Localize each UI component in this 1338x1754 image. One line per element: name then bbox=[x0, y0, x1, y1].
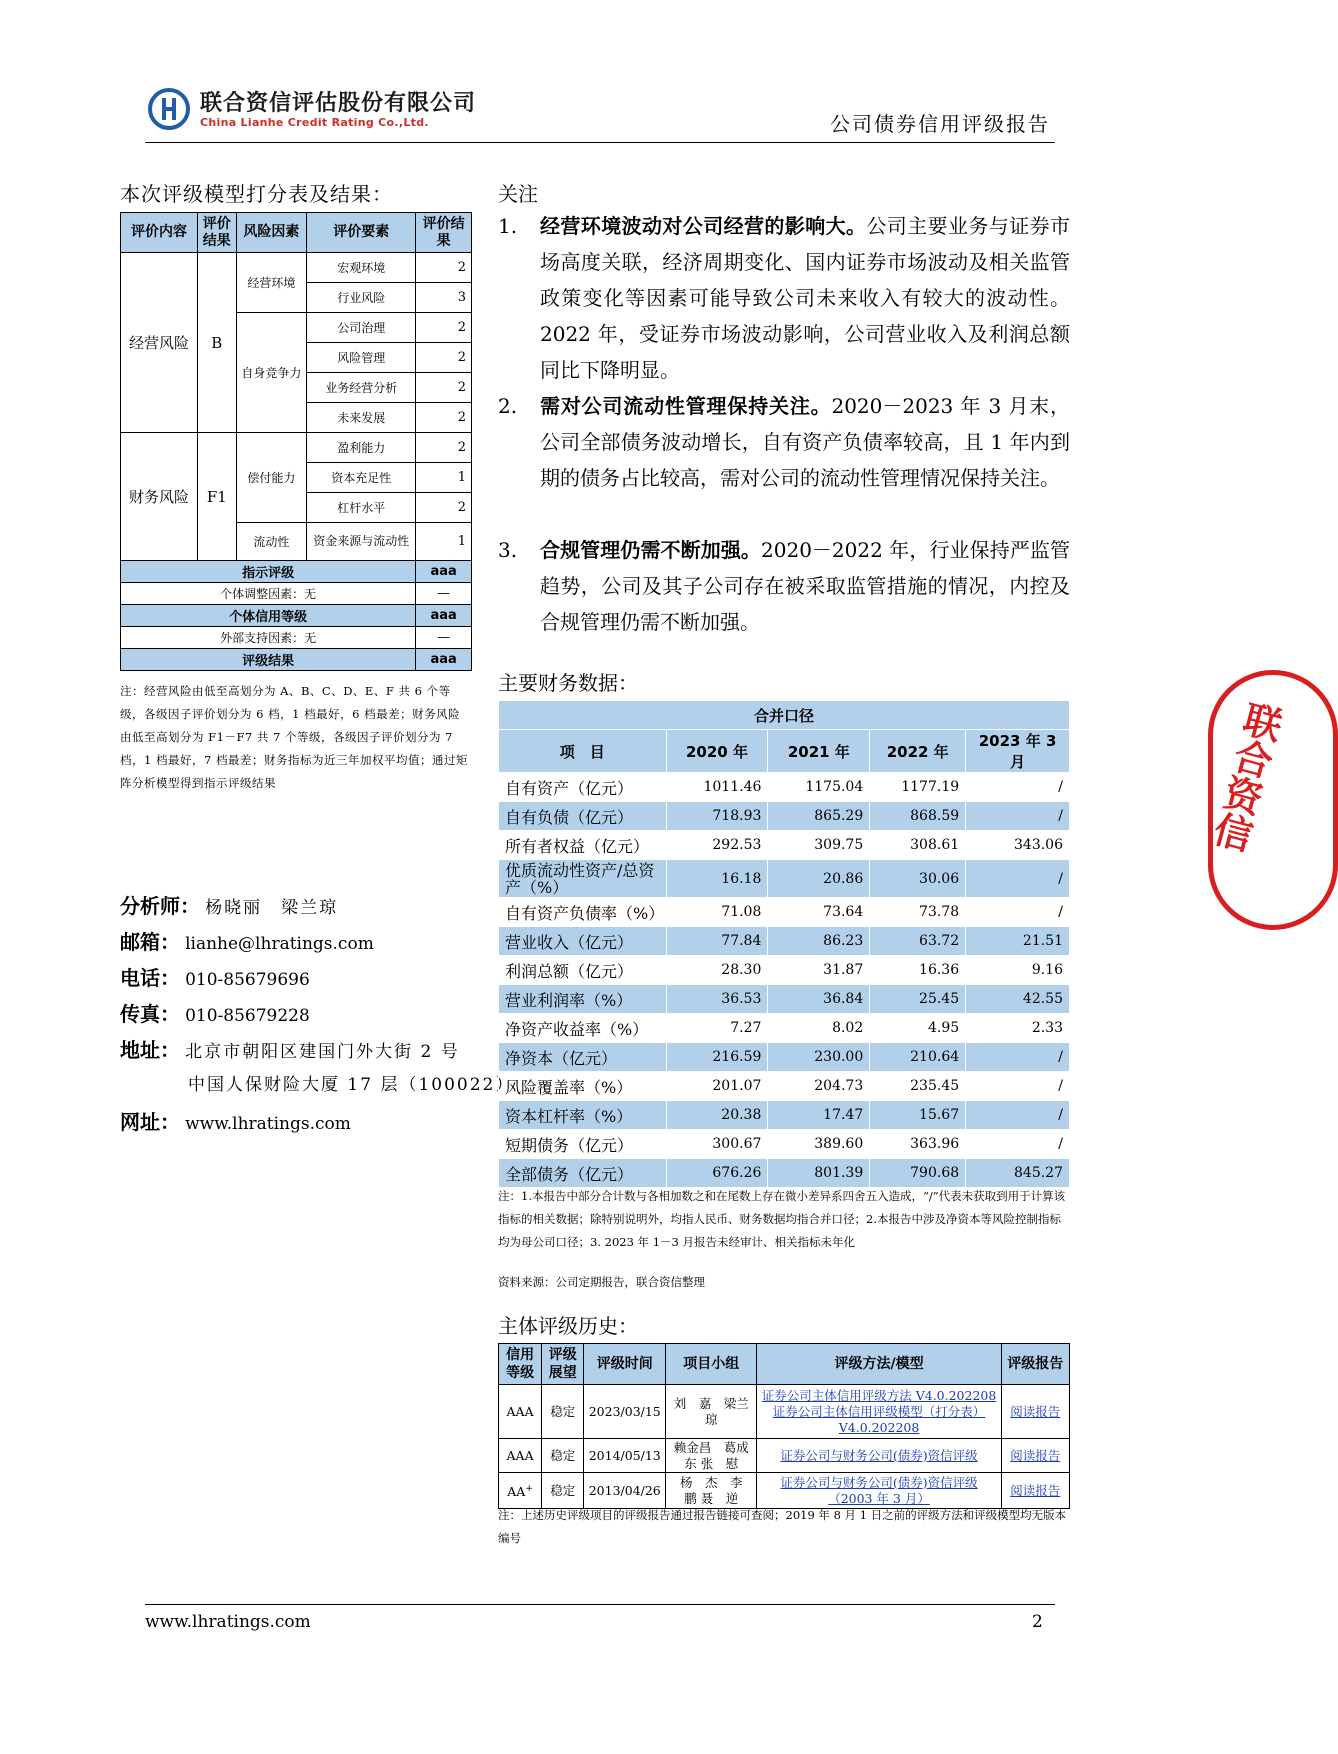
email-value[interactable]: lianhe@lhratings.com bbox=[185, 934, 374, 954]
financial-cell: 28.30 bbox=[666, 956, 768, 985]
model-header-cell: 评价要素 bbox=[307, 213, 416, 253]
financial-row bbox=[499, 773, 1070, 802]
website-label: 网址： bbox=[120, 1110, 180, 1134]
financial-row bbox=[499, 1130, 1070, 1159]
financial-cell: 210.64 bbox=[870, 1043, 966, 1072]
focus-item-number: 2. bbox=[498, 394, 518, 418]
financial-cell: 4.95 bbox=[870, 1014, 966, 1043]
focus-item bbox=[498, 208, 1070, 388]
indicative-rating-label: 指示评级 bbox=[121, 561, 416, 583]
history-title: 主体评级历史： bbox=[498, 1314, 638, 1338]
focus-item-text: 2020－2022 年，行业保持严监管趋势，公司及其子公司存在被采取监管措施的情况，内控及合规管理仍需不断加强。 bbox=[540, 538, 1070, 634]
report-type: 公司债券信用评级报告 bbox=[830, 112, 1050, 136]
financial-row bbox=[499, 831, 1070, 860]
financial-row bbox=[499, 956, 1070, 985]
financial-cell: 2.33 bbox=[966, 1014, 1070, 1043]
focus-item-heading: 合规管理仍需不断加强。 bbox=[540, 538, 762, 562]
model-score: 2 bbox=[416, 313, 472, 343]
financial-col-header: 2022 年 bbox=[870, 730, 966, 773]
model-item: 盈利能力 bbox=[307, 433, 416, 463]
model-item: 资本充足性 bbox=[307, 463, 416, 493]
analyst-label: 分析师： bbox=[120, 894, 200, 918]
financial-caption: 合并口径 bbox=[499, 701, 1070, 730]
financial-cell: 363.96 bbox=[870, 1130, 966, 1159]
history-rating: AAA bbox=[499, 1439, 542, 1473]
financial-row bbox=[499, 985, 1070, 1014]
financial-cell: 73.64 bbox=[768, 898, 870, 927]
financial-col-header: 2020 年 bbox=[666, 730, 768, 773]
factor-env: 经营环境 bbox=[236, 253, 307, 313]
financial-row bbox=[499, 1043, 1070, 1072]
model-score: 1 bbox=[416, 523, 472, 561]
fin-risk-grade: F1 bbox=[198, 433, 237, 561]
fax-label: 传真： bbox=[120, 1002, 180, 1026]
history-date: 2023/03/15 bbox=[584, 1385, 666, 1439]
financial-col-header: 2023 年 3 月 bbox=[966, 730, 1070, 773]
indiv-adj-label: 个体调整因素：无 bbox=[121, 583, 416, 605]
indiv-rating-label: 个体信用等级 bbox=[121, 605, 416, 627]
financial-cell: 309.75 bbox=[768, 831, 870, 860]
header-divider bbox=[145, 142, 1055, 143]
phone-label: 电话： bbox=[120, 966, 180, 990]
model-header-cell: 风险因素 bbox=[236, 213, 307, 253]
financial-cell: 230.00 bbox=[768, 1043, 870, 1072]
history-method-link[interactable]: 证券公司与财务公司(债券)资信评级（2003 年 3 月） bbox=[780, 1474, 978, 1506]
financial-cell: 30.06 bbox=[870, 860, 966, 898]
focus-item bbox=[498, 532, 1070, 640]
history-method-link[interactable]: 证券公司与财务公司(债券)资信评级 bbox=[780, 1447, 978, 1463]
read-report-link[interactable]: 阅读报告 bbox=[1010, 1482, 1061, 1498]
indiv-rating-value: aaa bbox=[416, 605, 472, 627]
read-report-link[interactable]: 阅读报告 bbox=[1010, 1403, 1061, 1419]
financial-row-label: 资本杠杆率（%） bbox=[499, 1101, 667, 1130]
page-number: 2 bbox=[1032, 1612, 1043, 1632]
indiv-adj-value: — bbox=[416, 583, 472, 605]
history-note: 注：上述历史评级项目的评级报告通过报告链接可查阅；2019 年 8 月 1 日之前的评级方法和评级模型均无版本编号 bbox=[498, 1508, 1067, 1545]
factor-liq: 流动性 bbox=[236, 523, 307, 561]
financial-row-label: 全部债务（亿元） bbox=[499, 1159, 667, 1188]
financial-cell: / bbox=[966, 773, 1070, 802]
model-item: 杠杆水平 bbox=[307, 493, 416, 523]
financial-cell: 1177.19 bbox=[870, 773, 966, 802]
rating-result-value: aaa bbox=[416, 649, 472, 671]
model-table-title: 本次评级模型打分表及结果： bbox=[120, 182, 393, 206]
address-row bbox=[120, 1034, 460, 1063]
history-outlook: 稳定 bbox=[542, 1439, 584, 1473]
financial-cell: 845.27 bbox=[966, 1159, 1070, 1188]
financial-row bbox=[499, 898, 1070, 927]
seal-text: 联合资信 bbox=[1204, 696, 1286, 855]
history-col-header: 信用等级 bbox=[499, 1344, 542, 1385]
financial-cell: 235.45 bbox=[870, 1072, 966, 1101]
op-risk-label: 经营风险 bbox=[121, 253, 198, 433]
model-header-cell: 评价结果 bbox=[416, 213, 472, 253]
financial-row-label: 营业收入（亿元） bbox=[499, 927, 667, 956]
history-date: 2014/05/13 bbox=[584, 1439, 666, 1473]
financial-cell: / bbox=[966, 898, 1070, 927]
factor-pay: 偿付能力 bbox=[236, 433, 307, 523]
financial-cell: 216.59 bbox=[666, 1043, 768, 1072]
financial-row-label: 自有资产负债率（%） bbox=[499, 898, 667, 927]
financial-cell: 71.08 bbox=[666, 898, 768, 927]
model-score-table bbox=[120, 212, 472, 671]
history-rating-sup: + bbox=[525, 1483, 533, 1494]
history-team: 赖金昌 葛成东 张 慰 bbox=[666, 1439, 757, 1473]
model-score: 2 bbox=[416, 403, 472, 433]
factor-comp: 自身竞争力 bbox=[236, 313, 307, 433]
company-name-cn: 联合资信评估股份有限公司 bbox=[200, 91, 477, 116]
address-line1: 北京市朝阳区建国门外大街 2 号 bbox=[185, 1042, 460, 1062]
financial-cell: 868.59 bbox=[870, 802, 966, 831]
financial-cell: 73.78 bbox=[870, 898, 966, 927]
financial-cell: 15.67 bbox=[870, 1101, 966, 1130]
op-risk-grade: B bbox=[198, 253, 237, 433]
financial-cell: 16.36 bbox=[870, 956, 966, 985]
financial-cell: 676.26 bbox=[666, 1159, 768, 1188]
analyst-row bbox=[120, 890, 338, 919]
history-team: 刘 嘉 梁兰琼 bbox=[666, 1385, 757, 1439]
model-score: 2 bbox=[416, 493, 472, 523]
rating-history-table bbox=[498, 1343, 1070, 1509]
model-score: 2 bbox=[416, 253, 472, 283]
model-item: 业务经营分析 bbox=[307, 373, 416, 403]
financial-cell: 292.53 bbox=[666, 831, 768, 860]
history-method-link[interactable]: 证券公司主体信用评级模型（打分表）V4.0.202208 bbox=[772, 1403, 986, 1435]
financial-cell: 17.47 bbox=[768, 1101, 870, 1130]
history-col-header: 评级时间 bbox=[584, 1344, 666, 1385]
fax-value: 010-85679228 bbox=[185, 1006, 310, 1026]
financial-row-label: 净资产收益率（%） bbox=[499, 1014, 667, 1043]
fin-risk-label: 财务风险 bbox=[121, 433, 198, 561]
model-score: 1 bbox=[416, 463, 472, 493]
financial-row-label: 短期债务（亿元） bbox=[499, 1130, 667, 1159]
financial-cell: 36.53 bbox=[666, 985, 768, 1014]
footer-divider bbox=[145, 1604, 1055, 1605]
focus-item-number: 3. bbox=[498, 538, 518, 562]
financial-title: 主要财务数据： bbox=[498, 671, 638, 695]
address-line2: 中国人保财险大厦 17 层（100022） bbox=[188, 1075, 515, 1095]
model-item: 行业风险 bbox=[307, 283, 416, 313]
model-score: 2 bbox=[416, 343, 472, 373]
history-col-header: 项目小组 bbox=[666, 1344, 757, 1385]
financial-cell: / bbox=[966, 1101, 1070, 1130]
financial-cell: 718.93 bbox=[666, 802, 768, 831]
financial-cell: / bbox=[966, 802, 1070, 831]
financial-col-header: 2021 年 bbox=[768, 730, 870, 773]
financial-row-label: 优质流动性资产/总资产（%） bbox=[499, 860, 667, 898]
financial-cell: 42.55 bbox=[966, 985, 1070, 1014]
phone-row bbox=[120, 962, 310, 991]
financial-cell: 300.67 bbox=[666, 1130, 768, 1159]
financial-cell: 389.60 bbox=[768, 1130, 870, 1159]
financial-col-header: 项 目 bbox=[499, 730, 667, 773]
model-score: 2 bbox=[416, 373, 472, 403]
focus-item-heading: 经营环境波动对公司经营的影响大。 bbox=[540, 214, 867, 238]
financial-cell: / bbox=[966, 1043, 1070, 1072]
financial-row-label: 风险覆盖率（%） bbox=[499, 1072, 667, 1101]
financial-cell: 16.18 bbox=[666, 860, 768, 898]
model-item: 资金来源与流动性 bbox=[307, 523, 416, 561]
company-name-en: China Lianhe Credit Rating Co.,Ltd. bbox=[200, 116, 429, 129]
financial-row-label: 自有资产（亿元） bbox=[499, 773, 667, 802]
financial-row bbox=[499, 802, 1070, 831]
model-item: 公司治理 bbox=[307, 313, 416, 343]
focus-item-number: 1. bbox=[498, 214, 518, 238]
history-method-link[interactable]: 证券公司主体信用评级方法 V4.0.202208 bbox=[761, 1387, 997, 1403]
history-date: 2013/04/26 bbox=[584, 1473, 666, 1509]
financial-cell: 7.27 bbox=[666, 1014, 768, 1043]
email-label: 邮箱： bbox=[120, 930, 180, 954]
financial-cell: 25.45 bbox=[870, 985, 966, 1014]
history-outlook: 稳定 bbox=[542, 1473, 584, 1509]
model-item: 宏观环境 bbox=[307, 253, 416, 283]
address-label: 地址： bbox=[120, 1038, 180, 1062]
financial-cell: 1175.04 bbox=[768, 773, 870, 802]
financial-cell: 204.73 bbox=[768, 1072, 870, 1101]
website-value[interactable]: www.lhratings.com bbox=[185, 1114, 351, 1134]
financial-cell: 31.87 bbox=[768, 956, 870, 985]
history-rating: AAA bbox=[499, 1385, 542, 1439]
model-note: 注：经营风险由低至高划分为 A、B、C、D、E、F 共 6 个等级，各级因子评价划分为 6 档，1 档最好，6 档最差；财务风险由低至高划分为 F1－F7 共 7 个等级，各级因子评价划分为 7 档，1 档最好，7 档最差；财务指标为近三年加权平均值；通过矩阵分析模型得到指示评级结果 bbox=[120, 684, 468, 790]
phone-value: 010-85679696 bbox=[185, 970, 310, 990]
financial-row bbox=[499, 1072, 1070, 1101]
financial-cell: / bbox=[966, 1130, 1070, 1159]
history-outlook: 稳定 bbox=[542, 1385, 584, 1439]
model-item: 风险管理 bbox=[307, 343, 416, 373]
financial-cell: 790.68 bbox=[870, 1159, 966, 1188]
indicative-rating-value: aaa bbox=[416, 561, 472, 583]
financial-row bbox=[499, 1159, 1070, 1188]
model-score: 3 bbox=[416, 283, 472, 313]
company-logo-icon bbox=[148, 88, 190, 130]
focus-item-text: 公司主要业务与证券市场高度关联，经济周期变化、国内证券市场波动及相关监管政策变化等因素可能导致公司未来收入有较大的波动性。2022 年，受证券市场波动影响，公司营业收入及利润总额同比下降明显。 bbox=[540, 214, 1071, 382]
financial-row-label: 营业利润率（%） bbox=[499, 985, 667, 1014]
financial-row-label: 所有者权益（亿元） bbox=[499, 831, 667, 860]
financial-cell: 865.29 bbox=[768, 802, 870, 831]
financial-cell: 86.23 bbox=[768, 927, 870, 956]
history-rating: AA bbox=[507, 1484, 526, 1500]
financial-cell: 20.86 bbox=[768, 860, 870, 898]
financial-row-label: 净资本（亿元） bbox=[499, 1043, 667, 1072]
history-col-header: 评级展望 bbox=[542, 1344, 584, 1385]
financial-source: 资料来源：公司定期报告，联合资信整理 bbox=[498, 1275, 705, 1289]
model-item: 未来发展 bbox=[307, 403, 416, 433]
financial-cell: 8.02 bbox=[768, 1014, 870, 1043]
fax-row bbox=[120, 998, 310, 1027]
financial-cell: / bbox=[966, 860, 1070, 898]
financial-cell: 9.16 bbox=[966, 956, 1070, 985]
financial-cell: / bbox=[966, 1072, 1070, 1101]
email-row bbox=[120, 926, 374, 955]
financial-cell: 21.51 bbox=[966, 927, 1070, 956]
history-col-header: 评级方法/模型 bbox=[757, 1344, 1001, 1385]
analyst-value: 杨晓丽 梁兰琼 bbox=[205, 898, 339, 918]
focus-item-heading: 需对公司流动性管理保持关注。 bbox=[540, 394, 832, 418]
financial-cell: 36.84 bbox=[768, 985, 870, 1014]
model-header-cell: 评价内容 bbox=[121, 213, 198, 253]
financial-cell: 308.61 bbox=[870, 831, 966, 860]
focus-item bbox=[498, 388, 1070, 496]
financial-row bbox=[499, 860, 1070, 898]
website-row bbox=[120, 1106, 351, 1135]
financial-row bbox=[499, 1101, 1070, 1130]
history-col-header: 评级报告 bbox=[1001, 1344, 1069, 1385]
financial-row-label: 自有负债（亿元） bbox=[499, 802, 667, 831]
focus-title: 关注 bbox=[498, 182, 538, 206]
financial-cell: 201.07 bbox=[666, 1072, 768, 1101]
read-report-link[interactable]: 阅读报告 bbox=[1010, 1447, 1061, 1463]
history-team: 杨 杰 李 鹏 聂 逆 bbox=[666, 1473, 757, 1509]
focus-item-text: 2020－2023 年 3 月末，公司全部债务波动增长，自有资产负债率较高，且 1 年内到期的债务占比较高，需对公司的流动性管理情况保持关注。 bbox=[540, 394, 1070, 490]
footer-url[interactable]: www.lhratings.com bbox=[145, 1612, 311, 1632]
financial-row-label: 利润总额（亿元） bbox=[499, 956, 667, 985]
financial-cell: 801.39 bbox=[768, 1159, 870, 1188]
financial-row bbox=[499, 927, 1070, 956]
ext-support-label: 外部支持因素：无 bbox=[121, 627, 416, 649]
financial-cell: 20.38 bbox=[666, 1101, 768, 1130]
financial-note: 注：1.本报告中部分合计数与各相加数之和在尾数上存在微小差异系四舍五入造成，“/”代表未获取到用于计算该指标的相关数据；除特别说明外，均指人民币、财务数据均指合并口径；2.本报告中涉及净资本等风险控制指标均为母公司口径；3. 2023 年 1－3 月报告未经审计、相关指标未年化 bbox=[498, 1189, 1066, 1249]
model-score: 2 bbox=[416, 433, 472, 463]
financial-cell: 1011.46 bbox=[666, 773, 768, 802]
financial-cell: 77.84 bbox=[666, 927, 768, 956]
ext-support-value: — bbox=[416, 627, 472, 649]
financial-row bbox=[499, 1014, 1070, 1043]
financial-cell: 343.06 bbox=[966, 831, 1070, 860]
financial-cell: 63.72 bbox=[870, 927, 966, 956]
model-header-cell: 评价结果 bbox=[198, 213, 237, 253]
financial-table bbox=[498, 700, 1070, 1188]
rating-result-label: 评级结果 bbox=[121, 649, 416, 671]
